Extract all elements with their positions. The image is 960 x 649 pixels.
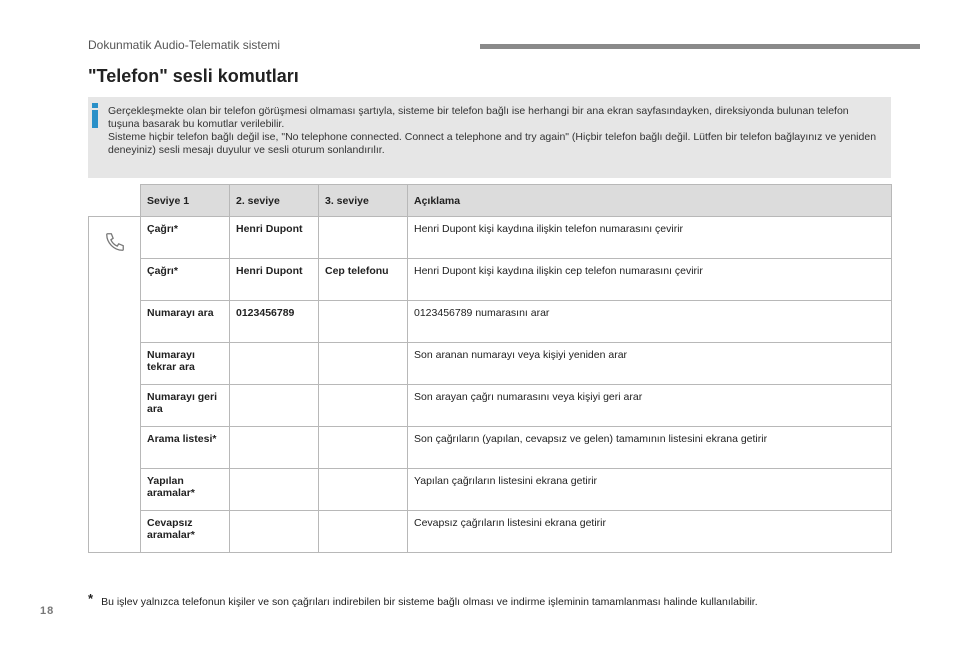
cell-level3	[319, 385, 408, 427]
table-row	[89, 301, 892, 343]
cell-description: Cevapsız çağrıların listesini ekrana getirir	[408, 511, 892, 553]
header-level3: 3. seviye	[319, 185, 408, 217]
header-spacer	[89, 185, 141, 217]
table-row	[89, 343, 892, 385]
info-paragraph-2: Sisteme hiçbir telefon bağlı değil ise, "No telephone connected. Connect a telephone and try again" (Hiçbir telefon bağlı değil. Lütfen bir telefon bağlayınız ve yeniden deneyiniz) sesli mesajı duyulur ve sesli oturum sonlandırılır.	[108, 131, 877, 156]
cell-level2	[230, 385, 319, 427]
cell-level3	[319, 343, 408, 385]
cell-level3	[319, 511, 408, 553]
cell-description: 0123456789 numarasını arar	[408, 301, 892, 343]
cell-level1: Arama listesi*	[141, 427, 230, 469]
section-header: Dokunmatik Audio-Telematik sistemi	[88, 38, 281, 52]
header-level1: Seviye 1	[141, 185, 230, 217]
footnote	[88, 593, 758, 608]
cell-description: Yapılan çağrıların listesini ekrana getirir	[408, 469, 892, 511]
cell-level3	[319, 217, 408, 259]
cell-level3: Cep telefonu	[319, 259, 408, 301]
cell-level2	[230, 511, 319, 553]
cell-level2	[230, 343, 319, 385]
cell-description: Son çağrıların (yapılan, cevapsız ve gelen) tamamının listesini ekrana getirir	[408, 427, 892, 469]
voice-command-table	[88, 184, 892, 553]
table-header-row	[89, 185, 892, 217]
cell-level1: Yapılan aramalar*	[141, 469, 230, 511]
table-row	[89, 259, 892, 301]
cell-level1: Çağrı*	[141, 259, 230, 301]
cell-level3	[319, 469, 408, 511]
table-row	[89, 427, 892, 469]
cell-description: Henri Dupont kişi kaydına ilişkin cep telefon numarasını çevirir	[408, 259, 892, 301]
cell-level2: Henri Dupont	[230, 217, 319, 259]
cell-level2: Henri Dupont	[230, 259, 319, 301]
cell-level2	[230, 469, 319, 511]
table-row	[89, 217, 892, 259]
footnote-text: Bu işlev yalnızca telefonun kişiler ve son çağrıları indirebilen bir sisteme bağlı olması ve indirme işleminin tamamlanması halinde kullanılabilir.	[101, 596, 758, 608]
info-icon	[88, 101, 102, 129]
cell-description: Son aranan numarayı veya kişiyi yeniden arar	[408, 343, 892, 385]
cell-level1: Numarayı geri ara	[141, 385, 230, 427]
table-row	[89, 511, 892, 553]
header-level2: 2. seviye	[230, 185, 319, 217]
header-description: Açıklama	[408, 185, 892, 217]
cell-level1: Numarayı tekrar ara	[141, 343, 230, 385]
phone-icon-cell	[89, 217, 141, 553]
cell-level2: 0123456789	[230, 301, 319, 343]
info-box	[88, 97, 891, 178]
cell-level2	[230, 427, 319, 469]
table-row	[89, 469, 892, 511]
cell-level1: Numarayı ara	[141, 301, 230, 343]
cell-level3	[319, 301, 408, 343]
table-row	[89, 385, 892, 427]
footnote-marker: *	[88, 591, 94, 606]
page-title: "Telefon" sesli komutları	[88, 66, 299, 86]
cell-level1: Cevapsız aramalar*	[141, 511, 230, 553]
info-text	[108, 105, 883, 157]
cell-description: Son arayan çağrı numarasını veya kişiyi geri arar	[408, 385, 892, 427]
page-number: 18	[40, 605, 55, 617]
info-paragraph-1: Gerçekleşmekte olan bir telefon görüşmesi olmaması şartıyla, sisteme bir telefon bağlı ise herhangi bir ana ekran sayfasındayken, direksiyonda bulunan telefon tuşuna basarak bu komutlar verilebilir.	[108, 105, 849, 130]
cell-description: Henri Dupont kişi kaydına ilişkin telefon numarasını çevirir	[408, 217, 892, 259]
cell-level3	[319, 427, 408, 469]
phone-icon	[104, 231, 126, 253]
cell-level1: Çağrı*	[141, 217, 230, 259]
header-bar	[480, 44, 920, 49]
